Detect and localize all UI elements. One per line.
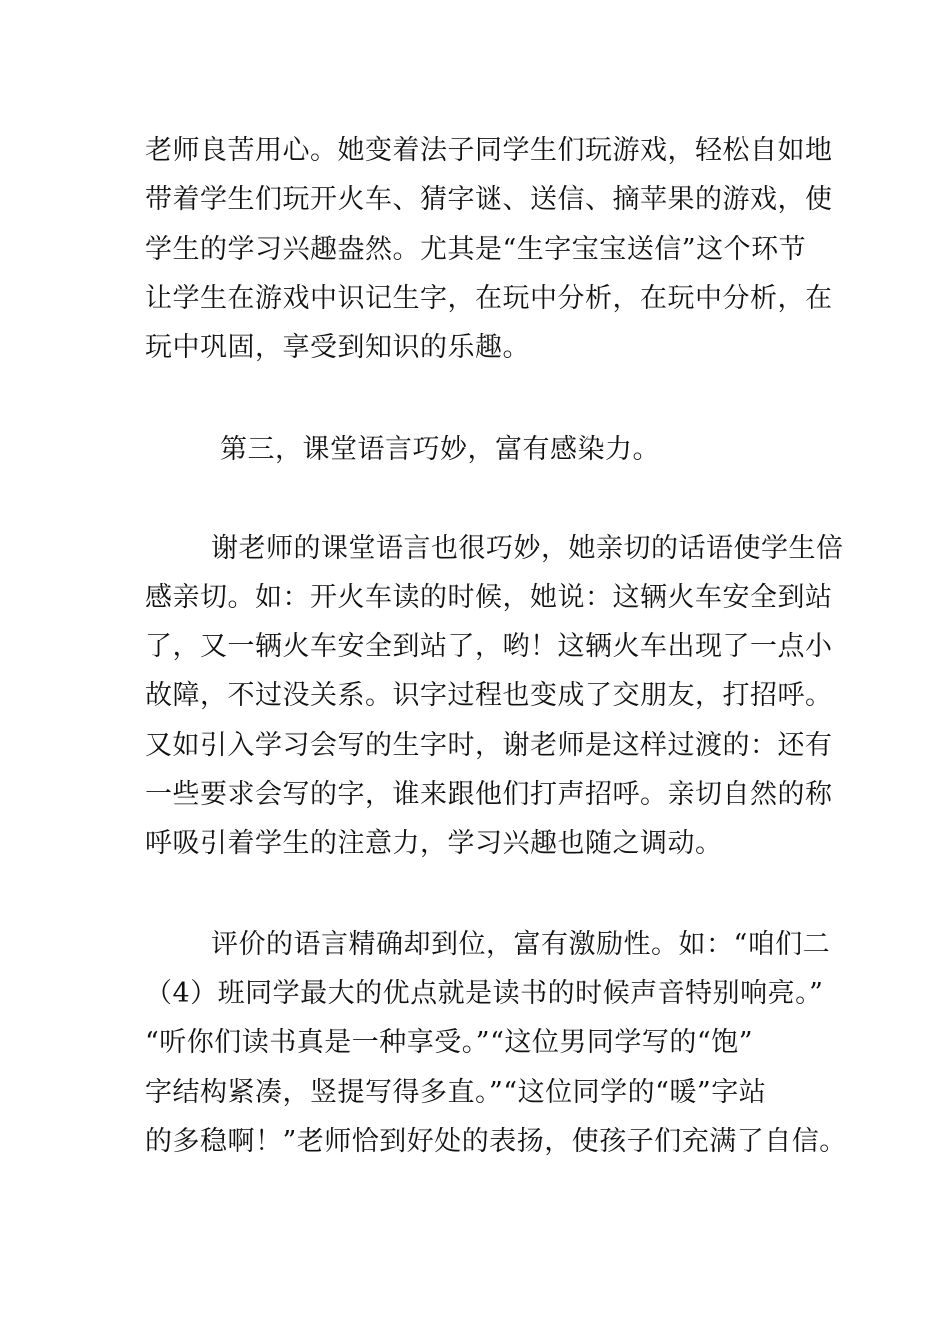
paragraph-3-line-2: （4）班同学最大的优点就是读书的时候声音特别响亮。” <box>145 978 824 1009</box>
paragraph-3-line-1: 评价的语言精确却到位，富有激励性。如：“咱们二 <box>211 929 831 960</box>
paragraph-1-line-3: 学生的学习兴趣盎然。尤其是“生字宝宝送信”这个环节 <box>145 234 807 265</box>
paragraph-2-line-2: 感亲切。如：开火车读的时候，她说：这辆火车安全到站 <box>145 582 833 613</box>
paragraph-3-line-4: 字结构紧凑，竖提写得多直。”“这位同学的“暖”字站 <box>145 1077 767 1108</box>
paragraph-3-line-3: “听你们读书真是一种享受。”“这位男同学写的“饱” <box>145 1027 754 1058</box>
paragraph-2-line-6: 一些要求会写的字，谁来跟他们打声招呼。亲切自然的称 <box>145 779 833 810</box>
section-heading: 第三，课堂语言巧妙，富有感染力。 <box>220 434 660 465</box>
paragraph-2-line-3: 了，又一辆火车安全到站了，哟！这辆火车出现了一点小 <box>145 631 833 662</box>
paragraph-1-line-1: 老师良苦用心。她变着法子同学生们玩游戏，轻松自如地 <box>145 135 833 166</box>
paragraph-2-line-1: 谢老师的课堂语言也很巧妙，她亲切的话语使学生倍 <box>211 533 844 564</box>
paragraph-1-line-4: 让学生在游戏中识记生字，在玩中分析，在玩中分析，在 <box>145 283 833 314</box>
paragraph-3-line-5: 的多稳啊！”老师恰到好处的表扬，使孩子们充满了自信。 <box>145 1126 847 1157</box>
paragraph-1-line-5: 玩中巩固，享受到知识的乐趣。 <box>145 332 530 363</box>
paragraph-1-line-2: 带着学生们玩开火车、猜字谜、送信、摘苹果的游戏，使 <box>145 184 833 215</box>
paragraph-2-line-5: 又如引入学习会写的生字时，谢老师是这样过渡的：还有 <box>145 730 833 761</box>
paragraph-2-line-4: 故障，不过没关系。识字过程也变成了交朋友，打招呼。 <box>145 680 833 711</box>
paragraph-2-line-7: 呼吸引着学生的注意力，学习兴趣也随之调动。 <box>145 828 723 859</box>
